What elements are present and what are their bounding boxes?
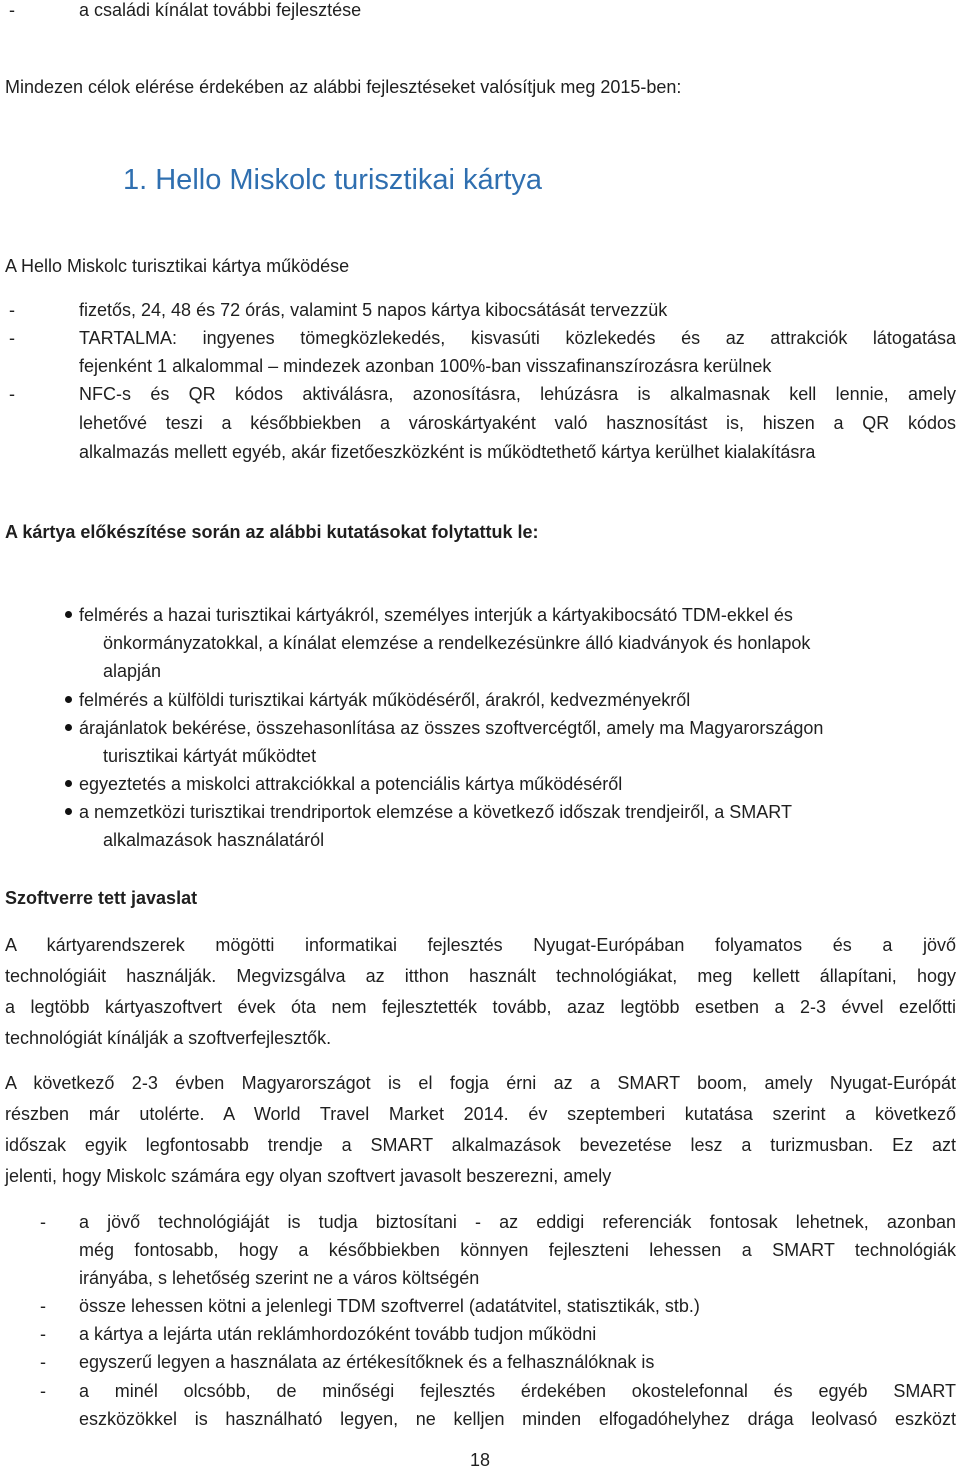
dash-marker: -: [40, 1212, 46, 1232]
software-heading: Szoftverre tett javaslat: [5, 888, 198, 908]
research-heading: A kártya előkészítése során az alábbi kutatásokat folytattuk le:: [5, 522, 539, 542]
dash-marker: -: [40, 1324, 46, 1344]
list-item: a minél olcsóbb, de minőségi fejlesztés érdekében okostelefonnal és egyéb SMART: [79, 1381, 956, 1401]
section-heading: 1. Hello Miskolc turisztikai kártya: [123, 164, 542, 196]
dash-marker: -: [9, 300, 15, 320]
list-item-cont: alkalmazások használatáról: [103, 830, 325, 850]
list-item-cont: még fontosabb, hogy a későbbiekben könnyen fejleszteni lehessen a SMART technológiák: [79, 1240, 956, 1260]
bullet-icon: [65, 611, 72, 618]
dash-marker: -: [9, 384, 15, 404]
list-item: egyszerű legyen a használata az értékesítőknek és a felhasználóknak is: [79, 1352, 655, 1372]
dash-marker: -: [9, 0, 15, 20]
paragraph-line: időszak egyik legfontosabb trendje a SMART alkalmazások bevezetése lesz a turizmusban. Ez azt: [5, 1135, 956, 1155]
list-item: a nemzetközi turisztikai trendriportok elemzése a következő időszak trendjeiről, a SMART: [79, 802, 792, 822]
paragraph-line: A kártyarendszerek mögötti informatikai fejlesztés Nyugat-Európában folyamatos és a jövő: [5, 935, 956, 955]
list-item-cont: alapján: [103, 661, 162, 681]
dash-marker: -: [40, 1352, 46, 1372]
list-item: felmérés a hazai turisztikai kártyákról, személyes interjúk a kártyakibocsátó TDM-ekkel és: [79, 605, 793, 625]
list-item: a jövő technológiáját is tudja biztosítani - az eddigi referenciák fontosak lehetnek, azonban: [79, 1212, 956, 1232]
list-item: felmérés a külföldi turisztikai kártyák működéséről, árakról, kedvezményekről: [79, 690, 691, 710]
list-item-cont: önkormányzatokkal, a kínálat elemzése a rendelkezésünkre álló kiadványok és honlapok: [103, 633, 811, 653]
list-item-cont: fejenként 1 alkalommal – mindezek azonban 100%-ban visszafinanszírozásra kerülnek: [79, 356, 772, 376]
list-item: fizetős, 24, 48 és 72 órás, valamint 5 napos kártya kibocsátását tervezzük: [79, 300, 668, 320]
bullet-icon: [65, 808, 72, 815]
paragraph-line: A következő 2-3 évben Magyarországot is el fogja érni az a SMART boom, amely Nyugat-Európát: [5, 1073, 956, 1093]
list-item-cont: lehetővé teszi a későbbiekben a városkártyaként való hasznosítást is, hiszen a QR kódos: [79, 413, 956, 433]
intro-text: Mindezen célok elérése érdekében az alábbi fejlesztéseket valósítjuk meg 2015-ben:: [5, 77, 682, 97]
list-item: árajánlatok bekérése, összehasonlítása az összes szoftvercégtől, amely ma Magyarországon: [79, 718, 824, 738]
paragraph-line: technológiát kínálják a szoftverfejlesztők.: [5, 1028, 332, 1048]
bullet-icon: [65, 724, 72, 731]
list-item: a családi kínálat további fejlesztése: [79, 0, 362, 20]
list-item-cont: alkalmazás mellett egyéb, akár fizetőeszközként is működtethető kártya kerülhet kialakításra: [79, 442, 816, 462]
page-number: 18: [470, 1450, 491, 1470]
dash-marker: -: [9, 328, 15, 348]
dash-marker: -: [40, 1381, 46, 1401]
list-item: a kártya a lejárta után reklámhordozóként tovább tudjon működni: [79, 1324, 597, 1344]
bullet-icon: [65, 696, 72, 703]
paragraph-line: a legtöbb kártyaszoftvert évek óta nem fejlesztették tovább, azaz legtöbb esetben a 2-3 évvel ezelőtti: [5, 997, 956, 1017]
paragraph-line: részben már utolérte. A World Travel Market 2014. év szeptemberi kutatása szerint a következő: [5, 1104, 956, 1124]
paragraph-line: technológiáit használják. Megvizsgálva az itthon használt technológiákat, meg kellett állapítani, hogy: [5, 966, 956, 986]
list-item-cont: eszközökkel is használható legyen, ne kelljen minden elfogadóhelyhez drága leolvasó eszközt: [79, 1409, 956, 1429]
list-item: össze lehessen kötni a jelenlegi TDM szoftverrel (adatátvitel, statisztikák, stb.): [79, 1296, 700, 1316]
subheading: A Hello Miskolc turisztikai kártya működése: [5, 256, 350, 276]
list-item-cont: irányába, s lehetőség szerint ne a város költségén: [79, 1268, 480, 1288]
dash-marker: -: [40, 1296, 46, 1316]
list-item: egyeztetés a miskolci attrakciókkal a potenciális kártya működéséről: [79, 774, 623, 794]
bullet-icon: [65, 780, 72, 787]
paragraph-line: jelenti, hogy Miskolc számára egy olyan szoftvert javasolt beszerezni, amely: [5, 1166, 612, 1186]
list-item-cont: turisztikai kártyát működtet: [103, 746, 317, 766]
list-item: TARTALMA: ingyenes tömegközlekedés, kisvasúti közlekedés és az attrakciók látogatása: [79, 328, 956, 348]
list-item: NFC-s és QR kódos aktiválásra, azonosításra, lehúzásra is alkalmasnak kell lennie, amely: [79, 384, 956, 404]
